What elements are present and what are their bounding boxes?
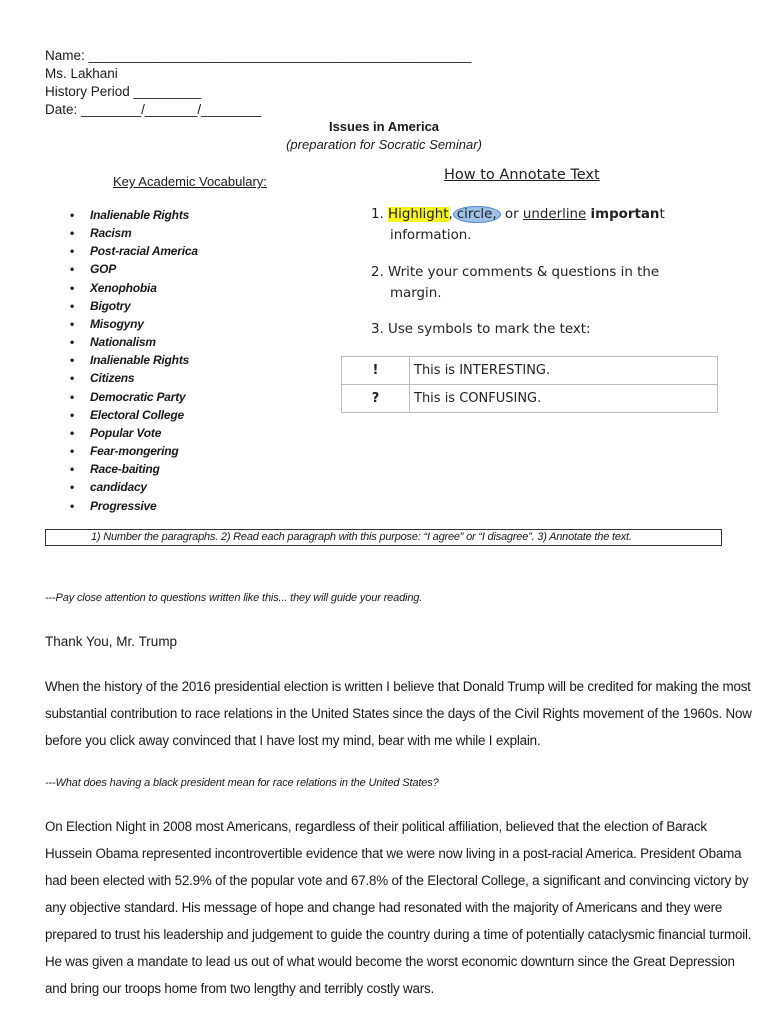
guiding-question: ---What does having a black president mean for race relations in the United States?: [45, 777, 439, 789]
teacher-name: Ms. Lakhani: [45, 66, 118, 81]
paragraph-line: Hussein Obama represented incontrovertible evidence that we were now living in a post-racial America. President Obama: [45, 846, 742, 861]
annotate-step-2-line-2: margin.: [390, 286, 442, 301]
vocab-item: • Democratic Party: [70, 388, 198, 406]
paragraph-line: prepared to trust his leadership and judgement to guide the country during a time of potentially cataclysmic financial turmoil.: [45, 927, 752, 942]
vocab-item: • Racism: [70, 224, 198, 242]
symbol-exclamation: !: [342, 357, 410, 385]
paragraph-2: [45, 813, 752, 1002]
table-row: [342, 385, 718, 413]
important-bold: importan: [590, 207, 660, 222]
important-rest: t: [659, 207, 665, 222]
annotate-step-1-line-2: information.: [390, 228, 472, 243]
guide-note: ---Pay close attention to questions written like this... they will guide your reading.: [45, 592, 423, 604]
paragraph-line: When the history of the 2016 presidential election is written I believe that Donald Trump will be credited for making the most: [45, 679, 751, 694]
table-row: [342, 357, 718, 385]
page-subtitle: (preparation for Socratic Seminar): [286, 137, 482, 152]
vocabulary-list: [70, 206, 198, 515]
symbols-table: [341, 356, 718, 413]
paragraph-line: before you click away convinced that I have lost my mind, bear with me while I explain.: [45, 733, 541, 748]
annotate-step-3: 3. Use symbols to mark the text:: [371, 322, 591, 337]
vocab-item: • Misogyny: [70, 315, 198, 333]
vocab-item: • Electoral College: [70, 406, 198, 424]
vocab-item: • Bigotry: [70, 297, 198, 315]
date-line: Date: ________/_______/________: [45, 102, 262, 117]
name-line: Name: ___________________________________________________: [45, 48, 472, 63]
paragraph-line: substantial contribution to race relations in the United States since the days of the Civil Rights movement of the 1960s. Now: [45, 706, 752, 721]
vocab-item: • Citizens: [70, 369, 198, 387]
vocab-item: • Popular Vote: [70, 424, 198, 442]
vocab-item: • Inalienable Rights: [70, 206, 198, 224]
vocab-item: • Post-racial America: [70, 242, 198, 260]
vocab-item: • Progressive: [70, 497, 198, 515]
page-title: Issues in America: [328, 119, 440, 134]
underline-sample: underline: [522, 207, 587, 222]
vocab-item: • Xenophobia: [70, 279, 198, 297]
circle-sample: circle,: [453, 206, 501, 223]
article-title: Thank You, Mr. Trump: [45, 634, 178, 649]
instructions-box: 1) Number the paragraphs. 2) Read each paragraph with this purpose: “I agree” or “I disagree”. 3) Annotate the text.: [45, 529, 722, 546]
vocab-item: • candidacy: [70, 478, 198, 496]
paragraph-1: [45, 673, 752, 754]
annotate-step-1: [371, 204, 665, 225]
paragraph-line: had been elected with 52.9% of the popular vote and 67.8% of the Electoral College, a significant and convincing victory by: [45, 873, 749, 888]
paragraph-line: and bring our troops home from two lengthy and terribly costly wars.: [45, 981, 435, 996]
paragraph-line: On Election Night in 2008 most Americans, regardless of their political affiliation, believed that the election of Barack: [45, 819, 707, 834]
symbol-meaning: This is INTERESTING.: [410, 357, 718, 385]
vocab-item: • Nationalism: [70, 333, 198, 351]
annotate-heading: How to Annotate Text: [444, 167, 600, 183]
symbol-meaning: This is CONFUSING.: [410, 385, 718, 413]
paragraph-line: any objective standard. His message of hope and change had resonated with the majority of Americans and they were: [45, 900, 723, 915]
vocab-item: • Fear-mongering: [70, 442, 198, 460]
paragraph-line: He was given a mandate to lead us out of what would become the worst economic downturn since the Great Depression: [45, 954, 735, 969]
or-text: or: [500, 207, 523, 222]
vocab-item: • GOP: [70, 260, 198, 278]
vocabulary-heading: Key Academic Vocabulary:: [113, 174, 267, 189]
comma: ,: [448, 207, 453, 222]
highlight-sample: Highlight: [388, 207, 449, 222]
step-1-number: 1.: [371, 207, 384, 222]
annotate-step-2: 2. Write your comments & questions in the: [371, 265, 660, 280]
vocab-item: • Inalienable Rights: [70, 351, 198, 369]
symbol-question: ?: [342, 385, 410, 413]
vocab-item: • Race-baiting: [70, 460, 198, 478]
history-period-line: History Period _________: [45, 84, 202, 99]
